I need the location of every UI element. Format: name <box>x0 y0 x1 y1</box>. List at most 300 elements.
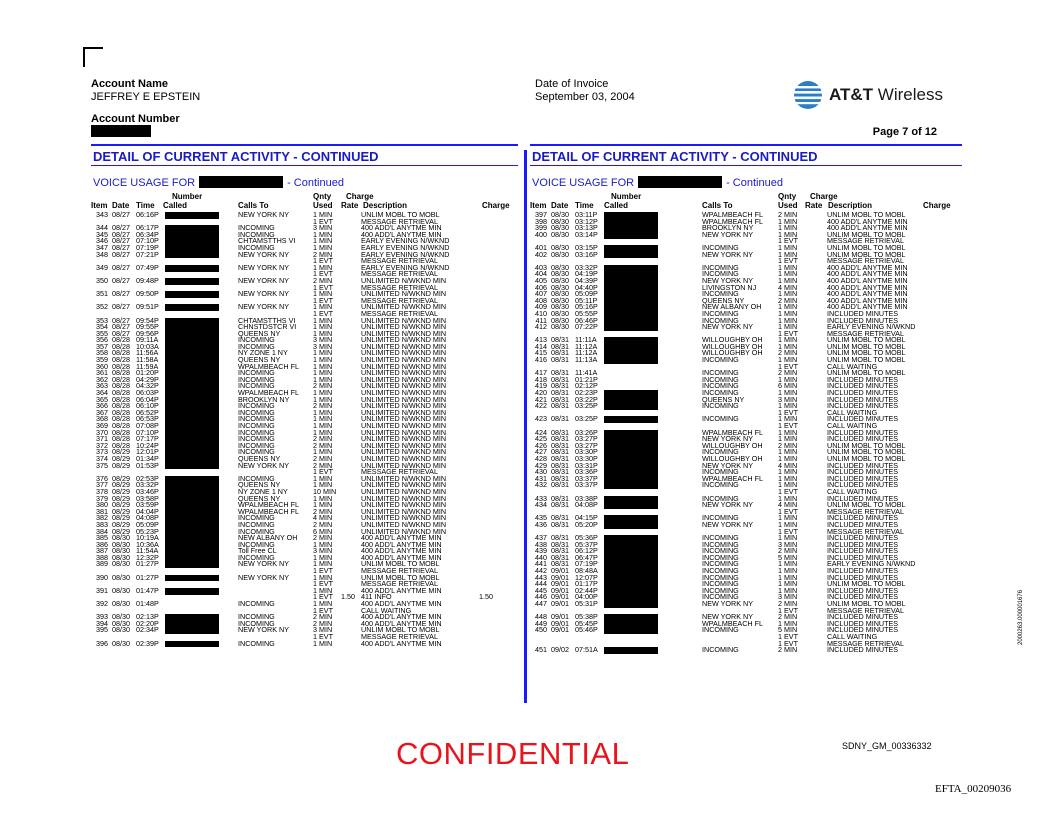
col-description: Description <box>363 201 408 210</box>
description-cell: CALL WAITING <box>361 605 412 615</box>
date-cell: 08/29 <box>112 473 130 483</box>
calls-to-cell: INCOMING <box>238 381 275 391</box>
used-cell: 1 MIN <box>313 407 333 417</box>
calls-to-cell: INCOMING <box>702 559 739 569</box>
calls-to-cell: INCOMING <box>702 480 739 490</box>
table-row <box>530 403 962 410</box>
used-cell: 1 EVT <box>313 256 333 266</box>
col-item: Item <box>91 201 108 210</box>
time-cell: 01:21P <box>575 374 598 384</box>
col-called: Called <box>604 201 629 210</box>
date-cell: 08/27 <box>112 242 130 252</box>
item-cell: 372 <box>96 440 108 450</box>
used-cell: 6 MIN <box>778 381 798 391</box>
description-cell: UNLIMITED N/WKND MIN <box>361 453 447 463</box>
item-cell: 362 <box>96 374 108 384</box>
item-cell: 413 <box>535 335 547 345</box>
item-cell: 425 <box>535 434 547 444</box>
table-row <box>91 249 518 259</box>
date-cell: 08/31 <box>551 388 569 398</box>
calls-to-cell: INCOMING <box>238 421 275 430</box>
calls-to-cell: NEW YORK NY <box>238 262 289 272</box>
used-cell: 1 EVT <box>313 295 333 305</box>
date-cell: 08/28 <box>112 401 130 411</box>
used-cell: 1 MIN <box>778 414 798 424</box>
description-cell: INCLUDED MINUTES <box>827 414 899 424</box>
calls-to-cell: INCOMING <box>238 519 275 529</box>
time-cell: 06:03P <box>136 388 159 398</box>
calls-to-cell: INCOMING <box>702 533 739 543</box>
used-cell: 1 MIN <box>778 374 798 384</box>
used-cell: 10 MIN <box>313 486 337 496</box>
description-cell: UNLIM MOBL TO MOBL <box>361 572 440 582</box>
continued-label: - Continued <box>726 177 783 189</box>
time-cell: 05:31P <box>575 599 598 609</box>
time-cell: 06:16P <box>136 210 159 219</box>
item-cell: 368 <box>96 414 108 424</box>
description-cell: MESSAGE RETRIEVAL <box>827 506 904 516</box>
time-cell: 07:10P <box>136 427 159 437</box>
time-cell: 02:34P <box>136 625 159 635</box>
used-cell: 1 EVT <box>313 605 333 615</box>
date-cell: 08/31 <box>551 355 569 365</box>
item-cell: 348 <box>96 249 108 259</box>
date-cell: 08/28 <box>112 440 130 450</box>
calls-to-cell: INCOMING <box>702 308 739 318</box>
description-cell: UNLIMITED N/WKND MIN <box>361 302 447 312</box>
date-cell: 08/30 <box>551 210 569 219</box>
time-cell: 01:27P <box>136 559 159 569</box>
date-cell: 09/01 <box>551 579 569 589</box>
item-cell: 414 <box>535 341 547 351</box>
time-cell: 07:49P <box>136 262 159 272</box>
description-cell: UNLIMITED N/WKND MIN <box>361 480 447 490</box>
description-cell: UNLIMITED N/WKND MIN <box>361 368 447 378</box>
item-cell: 397 <box>535 210 547 219</box>
used-cell: 1 MIN <box>313 493 333 503</box>
col-calls-to: Calls To <box>238 201 269 210</box>
calls-to-cell: NEW YORK NY <box>238 559 289 569</box>
used-cell: 1 MIN <box>313 302 333 312</box>
description-cell: UNLIMITED N/WKND MIN <box>361 440 447 450</box>
calls-to-cell: INCOMING <box>238 599 275 609</box>
date-cell: 08/29 <box>112 447 130 457</box>
time-cell: 11:58A <box>136 355 159 365</box>
date-cell: 08/30 <box>551 315 569 325</box>
date-cell: 08/28 <box>112 381 130 391</box>
att-logo <box>793 80 943 110</box>
description-cell: UNLIM MOBL TO MOBL <box>827 500 906 510</box>
right-voice-usage-heading <box>532 176 783 189</box>
description-cell: UNLIM MOBL TO MOBL <box>827 453 906 463</box>
account-number-label: Account Number <box>91 113 180 125</box>
description-cell: UNLIMITED N/WKND MIN <box>361 289 447 299</box>
calls-to-cell: INCOMING <box>238 473 275 483</box>
calls-to-cell: INCOMING <box>238 447 275 457</box>
time-cell: 03:30P <box>575 453 598 463</box>
used-cell: 1 MIN <box>778 315 798 325</box>
time-cell: 11:56A <box>136 348 159 358</box>
time-cell: 05:36P <box>575 533 598 543</box>
used-cell: 1 EVT <box>778 638 798 648</box>
item-cell: 411 <box>535 315 547 325</box>
used-cell: 2 MIN <box>778 599 798 609</box>
description-cell: UNLIMITED N/WKND MIN <box>361 374 447 384</box>
item-cell: 399 <box>535 223 547 233</box>
date-cell: 08/30 <box>112 552 130 562</box>
used-cell: 1 MIN <box>778 262 798 272</box>
item-cell: 392 <box>96 599 108 609</box>
date-cell: 08/29 <box>112 500 130 510</box>
description-cell: 400 ADD'L ANYTME MIN <box>827 216 908 226</box>
used-cell: 1 EVT <box>778 506 798 516</box>
table-row <box>91 262 518 272</box>
calls-to-cell: NEW YORK NY <box>238 210 289 219</box>
date-cell: 08/28 <box>112 348 130 358</box>
time-cell: 01:27P <box>136 572 159 582</box>
item-cell: 451 <box>535 645 547 655</box>
used-cell: 3 MIN <box>313 341 333 351</box>
date-cell: 08/31 <box>551 381 569 391</box>
used-cell: 1 MIN <box>778 559 798 569</box>
description-cell: EARLY EVENING N/WKND <box>361 242 450 252</box>
date-cell: 08/28 <box>112 374 130 384</box>
date-cell: 08/28 <box>112 361 130 371</box>
used-cell: 1 EVT <box>313 216 333 226</box>
used-cell: 1 EVT <box>313 632 333 641</box>
col-calls-to: Calls To <box>702 201 733 210</box>
used-cell: 1 EVT <box>313 467 333 477</box>
item-cell: 436 <box>535 519 547 529</box>
description-cell: 400 ADD'L ANYTME MIN <box>361 585 442 595</box>
table-row <box>91 304 518 311</box>
time-cell: 01:53P <box>136 460 159 470</box>
description-cell: 400 ADD'L ANYTME MIN <box>361 533 442 543</box>
used-cell: 2 MIN <box>313 275 333 285</box>
item-cell: 354 <box>96 322 108 332</box>
description-cell: EARLY EVENING N/WKND <box>361 262 450 272</box>
calls-to-cell: INCOMING <box>238 223 275 233</box>
date-cell: 08/31 <box>551 467 569 477</box>
table-row <box>91 585 518 595</box>
date-cell: 08/27 <box>112 223 130 233</box>
date-cell: 08/30 <box>551 302 569 312</box>
used-cell: 1 MIN <box>778 473 798 483</box>
used-cell: 1 EVT <box>313 592 333 602</box>
used-cell: 1 MIN <box>313 328 333 338</box>
item-cell: 347 <box>96 242 108 252</box>
description-cell: EARLY EVENING N/WKND <box>827 559 916 569</box>
description-cell: UNLIMITED N/WKND MIN <box>361 388 447 398</box>
col-used: Used <box>778 201 798 210</box>
used-cell: 1 MIN <box>313 236 333 246</box>
right-call-table <box>530 212 962 654</box>
item-cell: 420 <box>535 388 547 398</box>
left-column-headers <box>91 192 518 212</box>
time-cell: 02:53P <box>136 473 159 483</box>
col-date: Date <box>551 201 569 210</box>
item-cell: 446 <box>535 592 547 602</box>
used-cell: 1 MIN <box>778 401 798 411</box>
item-cell: 365 <box>96 394 108 404</box>
used-cell: 2 MIN <box>778 546 798 556</box>
time-cell: 06:17P <box>136 223 159 233</box>
calls-to-cell: INCOMING <box>702 381 739 391</box>
used-cell: 1 MIN <box>313 374 333 384</box>
date-cell: 08/31 <box>551 401 569 411</box>
time-cell: 10:36A <box>136 539 159 549</box>
description-cell: INCLUDED MINUTES <box>827 493 899 503</box>
date-cell: 08/30 <box>112 638 130 648</box>
description-cell: MESSAGE RETRIEVAL <box>361 282 438 292</box>
used-cell: 1 MIN <box>778 388 798 398</box>
item-cell: 434 <box>535 500 547 510</box>
item-cell: 360 <box>96 361 108 371</box>
time-cell: 03:11P <box>575 210 598 219</box>
calls-to-cell: INCOMING <box>238 374 275 384</box>
description-cell: UNLIMITED N/WKND MIN <box>361 447 447 457</box>
time-cell: 03:59P <box>136 500 159 510</box>
used-cell: 1 MIN <box>778 289 798 299</box>
description-cell: UNLIMITED N/WKND MIN <box>361 460 447 470</box>
date-cell: 08/30 <box>551 275 569 285</box>
date-cell: 08/31 <box>551 559 569 569</box>
used-cell: 4 MIN <box>313 513 333 523</box>
calls-to-cell: WPALMBEACH FL <box>238 506 299 516</box>
date-cell: 08/30 <box>112 618 130 628</box>
calls-to-cell: INCOMING <box>702 447 739 457</box>
used-cell: 1 MIN <box>778 269 798 279</box>
item-cell: 403 <box>535 262 547 272</box>
description-cell: UNLIMITED N/WKND MIN <box>361 335 447 345</box>
used-cell: 3 MIN <box>778 394 798 404</box>
used-cell: 4 MIN <box>778 460 798 470</box>
calls-to-cell: Toll Free CL <box>238 546 277 556</box>
used-cell: 1 MIN <box>313 361 333 371</box>
item-cell: 444 <box>535 579 547 589</box>
item-cell: 367 <box>96 407 108 417</box>
time-cell: 04:08P <box>575 500 598 510</box>
used-cell: 3 MIN <box>313 335 333 345</box>
description-cell: UNLIMITED N/WKND MIN <box>361 473 447 483</box>
description-cell: MESSAGE RETRIEVAL <box>827 256 904 266</box>
description-cell: INCLUDED MINUTES <box>827 566 899 576</box>
date-cell: 08/28 <box>112 355 130 365</box>
time-cell: 03:27P <box>575 440 598 450</box>
description-cell: UNLIMITED N/WKND MIN <box>361 401 447 411</box>
table-row <box>530 482 962 489</box>
date-cell: 09/01 <box>551 592 569 602</box>
date-cell: 09/01 <box>551 585 569 595</box>
item-cell: 377 <box>96 480 108 490</box>
calls-to-cell: NEW YORK NY <box>238 302 289 312</box>
calls-to-cell: NEW YORK NY <box>238 572 289 582</box>
used-cell: 3 MIN <box>313 546 333 556</box>
table-row <box>91 212 518 219</box>
description-cell: CALL WAITING <box>827 407 878 417</box>
used-cell: 1 MIN <box>778 447 798 457</box>
col-description: Description <box>828 201 873 210</box>
item-cell: 438 <box>535 539 547 549</box>
logo-brand: AT&T <box>829 85 874 104</box>
description-cell: CALL WAITING <box>827 421 878 430</box>
date-cell: 08/27 <box>112 229 130 239</box>
time-cell: 06:10P <box>136 401 159 411</box>
date-cell: 08/31 <box>551 519 569 529</box>
time-cell: 04:15P <box>575 513 598 523</box>
description-cell: INCLUDED MINUTES <box>827 467 899 477</box>
description-cell: UNLIMITED N/WKND MIN <box>361 434 447 444</box>
item-cell: 352 <box>96 302 108 312</box>
item-cell: 381 <box>96 506 108 516</box>
time-cell: 06:47P <box>575 552 598 562</box>
time-cell: 02:12P <box>575 381 598 391</box>
time-cell: 05:37P <box>575 539 598 549</box>
description-cell: MESSAGE RETRIEVAL <box>361 295 438 305</box>
description-cell: INCLUDED MINUTES <box>827 374 899 384</box>
item-cell: 364 <box>96 388 108 398</box>
right-top-rule <box>530 144 962 146</box>
time-cell: 04:32P <box>136 381 159 391</box>
used-cell: 1 MIN <box>778 572 798 582</box>
calls-to-cell: INCOMING <box>702 355 739 365</box>
item-cell: 421 <box>535 394 547 404</box>
calls-to-cell: INCOMING <box>702 585 739 595</box>
description-cell: MESSAGE RETRIEVAL <box>361 579 438 589</box>
item-cell: 376 <box>96 473 108 483</box>
date-cell: 08/29 <box>112 460 130 470</box>
calls-to-cell: QUEENS NY <box>702 295 745 305</box>
item-cell: 448 <box>535 612 547 622</box>
logo-word: Wireless <box>877 85 943 104</box>
time-cell: 11:13A <box>575 355 598 365</box>
date-cell: 09/01 <box>551 566 569 576</box>
col-time: Time <box>575 201 594 210</box>
date-cell: 08/30 <box>551 289 569 299</box>
item-cell: 378 <box>96 486 108 496</box>
date-cell: 08/31 <box>551 440 569 450</box>
item-cell: 409 <box>535 302 547 312</box>
item-cell: 355 <box>96 328 108 338</box>
description-cell: 400 ADD'L ANYTME MIN <box>827 262 908 272</box>
time-cell: 10:24P <box>136 440 159 450</box>
used-cell: 2 MIN <box>778 368 798 378</box>
calls-to-cell: INCOMING <box>238 612 275 622</box>
description-cell: UNLIM MOBL TO MOBL <box>827 348 906 358</box>
used-cell: 1 MIN <box>313 500 333 510</box>
used-cell: 2 MIN <box>778 612 798 622</box>
item-cell: 383 <box>96 519 108 529</box>
used-cell: 2 MIN <box>778 210 798 219</box>
date-cell: 08/29 <box>112 453 130 463</box>
time-cell: 01:48P <box>136 599 159 609</box>
item-cell: 353 <box>96 315 108 325</box>
item-cell: 418 <box>535 374 547 384</box>
used-cell: 1 MIN <box>778 302 798 312</box>
used-cell: 5 MIN <box>778 552 798 562</box>
description-cell: MESSAGE RETRIEVAL <box>361 216 438 226</box>
time-cell: 05:46P <box>575 625 598 635</box>
date-cell: 08/30 <box>112 559 130 569</box>
date-cell: 08/27 <box>112 315 130 325</box>
description-cell: UNLIMITED N/WKND MIN <box>361 394 447 404</box>
item-cell: 426 <box>535 440 547 450</box>
col-number: Number <box>172 192 203 201</box>
date-cell: 08/31 <box>551 348 569 358</box>
time-cell: 01:34P <box>136 453 159 463</box>
left-section-title: DETAIL OF CURRENT ACTIVITY - CONTINUED <box>93 149 379 164</box>
used-cell: 1 MIN <box>313 447 333 457</box>
used-cell: 1 MIN <box>313 348 333 358</box>
description-cell: INCLUDED MINUTES <box>827 519 899 529</box>
date-cell: 08/31 <box>551 533 569 543</box>
calls-to-cell: WILLOUGHBY OH <box>702 348 763 358</box>
used-cell: 1 MIN <box>313 322 333 332</box>
col-rate: Rate <box>341 201 359 210</box>
item-cell: 432 <box>535 480 547 490</box>
side-code: 2000263.000001676 <box>1018 589 1024 645</box>
item-cell: 384 <box>96 526 108 536</box>
item-cell: 450 <box>535 625 547 635</box>
time-cell: 11:12A <box>575 348 598 358</box>
time-cell: 08:48A <box>575 566 598 576</box>
date-cell: 08/28 <box>112 414 130 424</box>
calls-to-cell: INCOMING <box>702 269 739 279</box>
description-cell: 400 ADD'L ANYTME MIN <box>361 546 442 556</box>
used-cell: 1 MIN <box>313 585 333 595</box>
time-cell: 05:20P <box>575 519 598 529</box>
used-cell: 1 MIN <box>778 427 798 437</box>
date-cell: 08/29 <box>112 480 130 490</box>
description-cell: UNLIMITED N/WKND MIN <box>361 519 447 529</box>
time-cell: 11:41A <box>575 368 598 378</box>
calls-to-cell: NEW YORK NY <box>702 249 753 259</box>
used-cell: 1 MIN <box>778 480 798 490</box>
time-cell: 09:56P <box>136 328 159 338</box>
description-cell: UNLIMITED N/WKND MIN <box>361 500 447 510</box>
time-cell: 05:16P <box>575 302 598 312</box>
used-cell: 2 MIN <box>778 348 798 358</box>
time-cell: 02:23P <box>575 388 598 398</box>
description-cell: INCLUDED MINUTES <box>827 625 899 635</box>
time-cell: 03:37P <box>575 480 598 490</box>
description-cell: 400 ADD'L ANYTME MIN <box>361 229 442 239</box>
account-number-redaction <box>91 125 151 137</box>
date-cell: 09/02 <box>551 645 569 655</box>
time-cell: 05:23P <box>136 526 159 536</box>
description-cell: CALL WAITING <box>827 361 878 371</box>
item-cell: 387 <box>96 546 108 556</box>
col-item: Item <box>530 201 547 210</box>
description-cell: UNLIMITED N/WKND MIN <box>361 513 447 523</box>
used-cell: 1 MIN <box>313 262 333 272</box>
calls-to-cell: NY ZONE 1 NY <box>238 348 288 358</box>
date-cell: 08/31 <box>551 513 569 523</box>
used-cell: 1 MIN <box>313 210 333 219</box>
calls-to-cell: INCOMING <box>238 407 275 417</box>
used-cell: 1 MIN <box>313 427 333 437</box>
item-cell: 373 <box>96 447 108 457</box>
calls-to-cell: WILLOUGHBY OH <box>702 453 763 463</box>
used-cell: 2 MIN <box>778 645 798 655</box>
calls-to-cell: NEW YORK NY <box>702 519 753 529</box>
description-cell: EARLY EVENING N/WKND <box>827 322 916 332</box>
item-cell: 366 <box>96 401 108 411</box>
time-cell: 11:54A <box>136 546 159 556</box>
item-cell: 437 <box>535 533 547 543</box>
calls-to-cell: INCOMING <box>238 440 275 450</box>
date-cell: 09/01 <box>551 625 569 635</box>
